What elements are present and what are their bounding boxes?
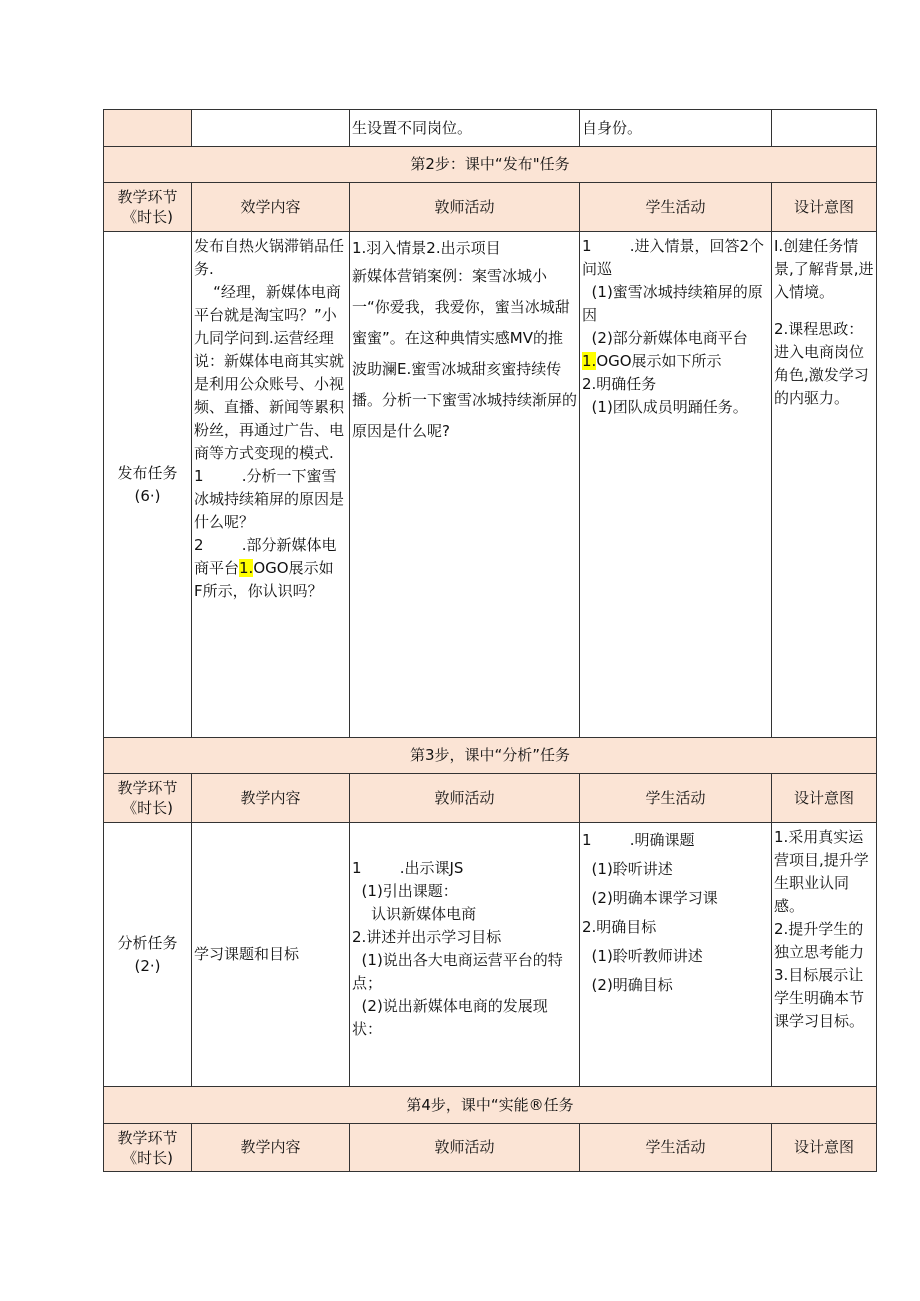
step2-student-line: 1.OGO展示如下所示 [582,352,722,370]
header-student: 学生活动 [580,1124,772,1172]
step3-teacher-line: (2)说出新媒体电商的发展现状： [352,997,548,1038]
step2-student-line: 2.明确任务 [582,375,657,393]
header-design: 设计意图 [772,183,877,232]
continuation-section-cell [104,110,192,147]
step3-student-line: (2)明确目标 [582,976,673,994]
header-section: 教学环节 《时长) [104,183,192,232]
header-student: 学生活动 [580,774,772,823]
step3-teacher-line: 1 .出示课JS [352,859,464,877]
step3-student-line: (1)聆听讲述 [582,860,673,878]
step2-design-line: I.创建任务情景,了解背景,进入情境。 [774,237,874,301]
step2-content-line: “经理，新媒体电商平台就是淘宝吗？”小九同学问到.运营经理说：新媒体电商其实就是利用公众账号、小视频、直播、新闻等累积粉丝，再通过广告、电商等方式变现的模式. [194,283,345,462]
step2-section: 发布任务 (6·) [104,232,192,738]
step3-design-line: 2.提升学生的独立思考能力 [774,920,865,961]
step4-title: 第4步，课中“实能®任务 [104,1087,877,1124]
step3-title-row [104,738,877,774]
continuation-student-cell: 自身份。 [580,110,772,147]
step2-content [192,232,350,738]
step3-body-row [104,823,877,1087]
step2-content-line: 1 .分析一下蜜雪冰城持续箱屏的原因是什么呢？ [194,467,345,531]
header-teacher: 敦师活动 [350,183,580,232]
step3-student-line: (2)明确本课学习课 [582,889,718,907]
step3-design-line: 1.采用真实运营项目,提升学生职业认同感。 [774,828,869,915]
step2-body-row [104,232,877,738]
header-row [104,774,877,823]
step2-student [580,232,772,738]
step2-design [772,232,877,738]
step2-design-line: 2.课程思政：进入电商岗位角色,激发学习的内驱力。 [774,320,869,407]
header-content: 教学内容 [192,774,350,823]
step3-title: 第3步，课中“分析”任务 [104,738,877,774]
step3-design-line: 3.目标展示让学生明确本节课学习目标。 [774,966,865,1030]
header-teacher: 敦师活动 [350,1124,580,1172]
header-row [104,1124,877,1172]
step2-teacher [350,232,580,738]
header-row [104,183,877,232]
step3-student-line: (1)聆听教师讲述 [582,947,703,965]
step2-teacher-line: 新媒体营销案例：案雪冰城小一“你爱我，我爱你，蜜当冰城甜蜜蜜”。在这种典情实感MV的推波助澜E.蜜雪冰城甜亥蜜持续传播。分析一下蜜雪冰城持续渐屏的原因是什么呢? [352,267,578,440]
step2-content-line: F所示，你认识吗？ [194,582,323,600]
lesson-plan-table [103,109,877,1172]
step4-title-row [104,1087,877,1124]
step2-teacher-line: 1.羽入情景2.出示项目 [352,239,501,257]
highlight-mark: 1. [582,352,597,370]
step2-content-line: 2 .部分新媒体电商平台1.OGO展示如 [194,536,337,577]
continuation-teacher-cell: 生设置不同岗位。 [350,110,580,147]
continuation-design-cell [772,110,877,147]
step2-title-row [104,147,877,183]
header-content: 教学内容 [192,1124,350,1172]
header-design: 设计意图 [772,1124,877,1172]
step3-student [580,823,772,1087]
step3-design [772,823,877,1087]
step3-teacher [350,823,580,1087]
step2-student-line: (1)团队成员明踊任务。 [582,398,748,416]
continuation-content-cell [192,110,350,147]
step2-title: 第2步：课中“发布"任务 [104,147,877,183]
header-section: 教学环节 《时长) [104,774,192,823]
step2-student-line: (1)蜜雪冰城持续箱屏的原因 [582,283,763,324]
step3-teacher-line: 认识新媒体电商 [352,905,477,923]
header-teacher: 敦师活动 [350,774,580,823]
step3-content: 学习课题和目标 [192,823,350,1087]
header-student: 学生活动 [580,183,772,232]
step3-student-line: 1 .明确课题 [582,831,695,849]
step2-student-line: (2)部分新媒体电商平台 [582,329,748,347]
step2-content-line: 发布自热火锅滞销品任务. [194,237,345,278]
step3-teacher-line: (1)说出各大电商运营平台的特点； [352,951,563,992]
step2-student-line: 1 .进入情景，回答2个问巡 [582,237,765,278]
header-content: 效学内容 [192,183,350,232]
step3-student-line: 2.明确目标 [582,918,657,936]
step3-section: 分析任务 (2·) [104,823,192,1087]
header-section: 教学环节 《时长) [104,1124,192,1172]
step3-teacher-line: (1)引出课题： [352,882,458,900]
continuation-row [104,110,877,147]
header-design: 设计意图 [772,774,877,823]
step3-teacher-line: 2.讲述并出示学习目标 [352,928,502,946]
highlight-mark: 1. [239,559,254,577]
